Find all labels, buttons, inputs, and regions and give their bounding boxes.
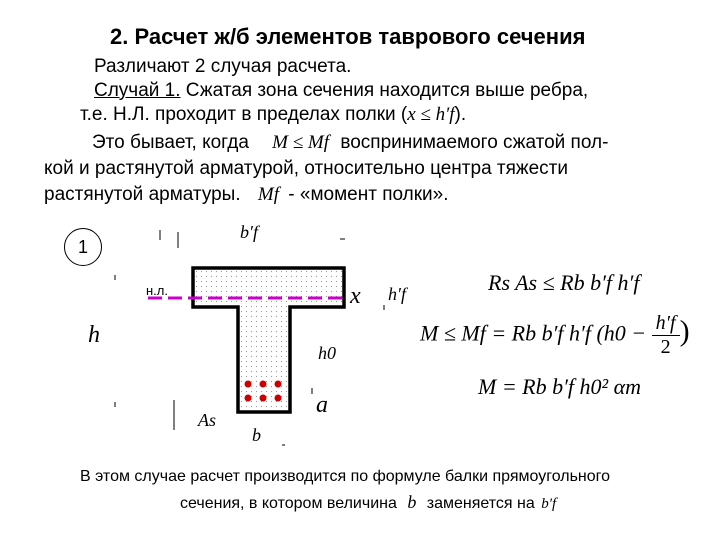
label-b: b xyxy=(252,425,261,445)
line6-text: растянутой арматуры. xyxy=(44,184,241,205)
rebar xyxy=(245,381,252,388)
inline-math-mf: Mf xyxy=(257,184,280,205)
formula-1: Rs As ≤ Rb b′f h′f xyxy=(488,270,640,295)
fraction-numerator: h′f xyxy=(652,312,680,336)
case-number-badge: 1 xyxy=(64,228,102,266)
label-h: h xyxy=(88,322,100,348)
bottom-math-bf: b′f xyxy=(541,496,557,512)
formula-2-fraction xyxy=(652,312,680,359)
line3-text: т.е. Н.Л. проходит в пределах полки ( xyxy=(80,104,408,125)
paragraph-line-1: Различают 2 случая расчета. xyxy=(94,56,352,77)
neutral-line-label: н.л. xyxy=(146,283,168,298)
bottom-line-2-mid: заменяется на xyxy=(426,495,535,512)
formula-2-left: M ≤ Mf = Rb b′f h′f (h0 − xyxy=(420,320,647,346)
label-As: As xyxy=(198,410,216,430)
bottom-line-2 xyxy=(180,492,556,513)
inline-math-m-mf: M ≤ Mf xyxy=(272,132,330,153)
slide-title: 2. Расчет ж/б элементов таврового сечения xyxy=(110,24,586,49)
rebar xyxy=(260,381,267,388)
inline-math-x-hf: x ≤ h′f xyxy=(407,104,455,125)
rebar xyxy=(245,395,252,402)
formula-2 xyxy=(420,312,690,359)
label-x: x xyxy=(350,283,361,309)
t-section-outline xyxy=(193,268,344,412)
paragraph-line-5: кой и растянутой арматурой, относительно центра тяжести xyxy=(44,158,568,179)
formula-2-right: ) xyxy=(679,314,690,348)
label-h0: h0 xyxy=(318,343,336,363)
bottom-math-b: b xyxy=(407,492,417,512)
rebar xyxy=(260,395,267,402)
label-a: a xyxy=(316,392,328,418)
case-label: Случай 1. xyxy=(94,80,181,101)
fraction-denominator: 2 xyxy=(660,336,671,358)
line6-end: - «момент полки». xyxy=(288,184,449,205)
line3-end: ). xyxy=(454,104,467,125)
bottom-line-1: В этом случае расчет производится по формуле балки прямоугольного xyxy=(80,468,611,485)
line4-text: Это бывает, когда xyxy=(92,132,249,153)
formula-3: M = Rb b′f h0² αm xyxy=(478,374,642,399)
case-text: Сжатая зона сечения находится выше ребра, xyxy=(180,80,589,101)
label-hf: h′f xyxy=(388,284,406,304)
rebar xyxy=(275,381,282,388)
rebar xyxy=(275,395,282,402)
label-bf: b′f xyxy=(240,222,258,242)
line4-end: воспринимаемого сжатой пол- xyxy=(340,132,609,153)
bottom-line-2-text: сечения, в котором величина xyxy=(180,495,397,512)
